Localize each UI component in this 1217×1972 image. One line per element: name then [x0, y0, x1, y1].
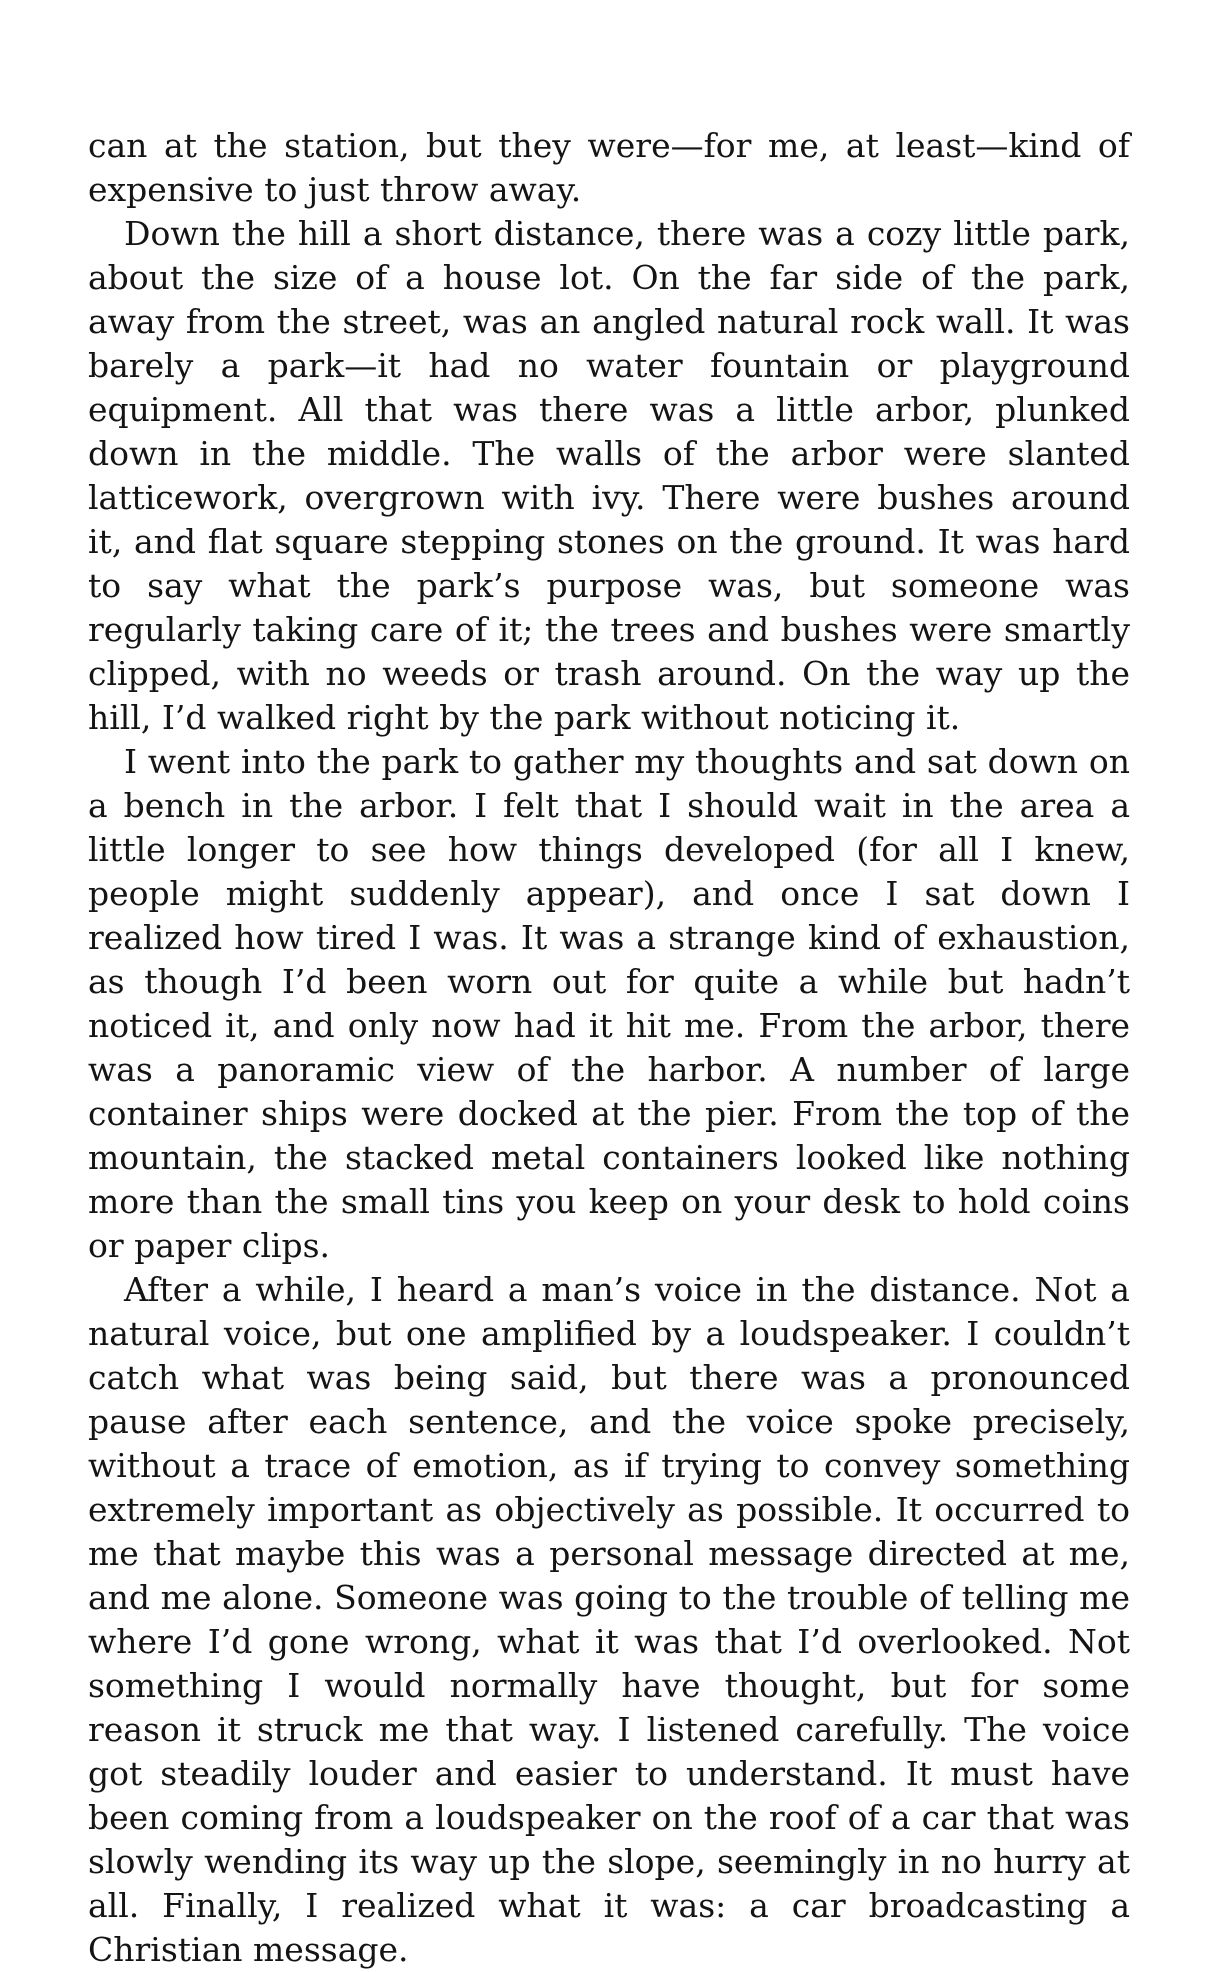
paragraph-park: Down the hill a short distance, there was a cozy little park, about the size of a house lot. On the far side of the park, away from the street, was an angled natural rock wall. It was barely a park—it had no water fountain or playground equipment. All that was there was a little arbor, plunked down in the middle. The walls of the arbor were slanted latticework, overgrown with ivy. There were bushes around it, and flat square stepping stones on the ground. It was hard to say what the park’s purpose was, but someone was regularly taking care of it; the trees and bushes were smartly clipped, with no weeds or trash around. On the way up the hill, I’d walked right by the park without noticing it. — [88, 214, 1130, 737]
book-page-text — [88, 124, 1130, 1972]
paragraph-continued: can at the station, but they were—for me, at least—kind of expensive to just throw away. — [88, 126, 1130, 209]
paragraph-voice: After a while, I heard a man’s voice in the distance. Not a natural voice, but one amplified by a loudspeaker. I couldn’t catch what was being said, but there was a pronounced pause after each sentence, and the voice spoke precisely, without a trace of emotion, as if trying to convey something extremely important as objectively as possible. It occurred to me that maybe this was a personal message directed at me, and me alone. Someone was going to the trouble of telling me where I’d gone wrong, what it was that I’d overlooked. Not something I would normally have thought, but for some reason it struck me that way. I listened carefully. The voice got steadily louder and easier to understand. It must have been coming from a loudspeaker on the roof of a car that was slowly wending its way up the slope, seemingly in no hurry at all. Finally, I realized what it was: a car broadcasting a Christian message. — [88, 1270, 1130, 1969]
paragraph-arbor: I went into the park to gather my thoughts and sat down on a bench in the arbor. I felt that I should wait in the area a little longer to see how things developed (for all I knew, people might suddenly appear), and once I sat down I realized how tired I was. It was a strange kind of exhaustion, as though I’d been worn out for quite a while but hadn’t noticed it, and only now had it hit me. From the arbor, there was a panoramic view of the harbor. A number of large container ships were docked at the pier. From the top of the mountain, the stacked metal containers looked like nothing more than the small tins you keep on your desk to hold coins or paper clips. — [88, 742, 1130, 1265]
